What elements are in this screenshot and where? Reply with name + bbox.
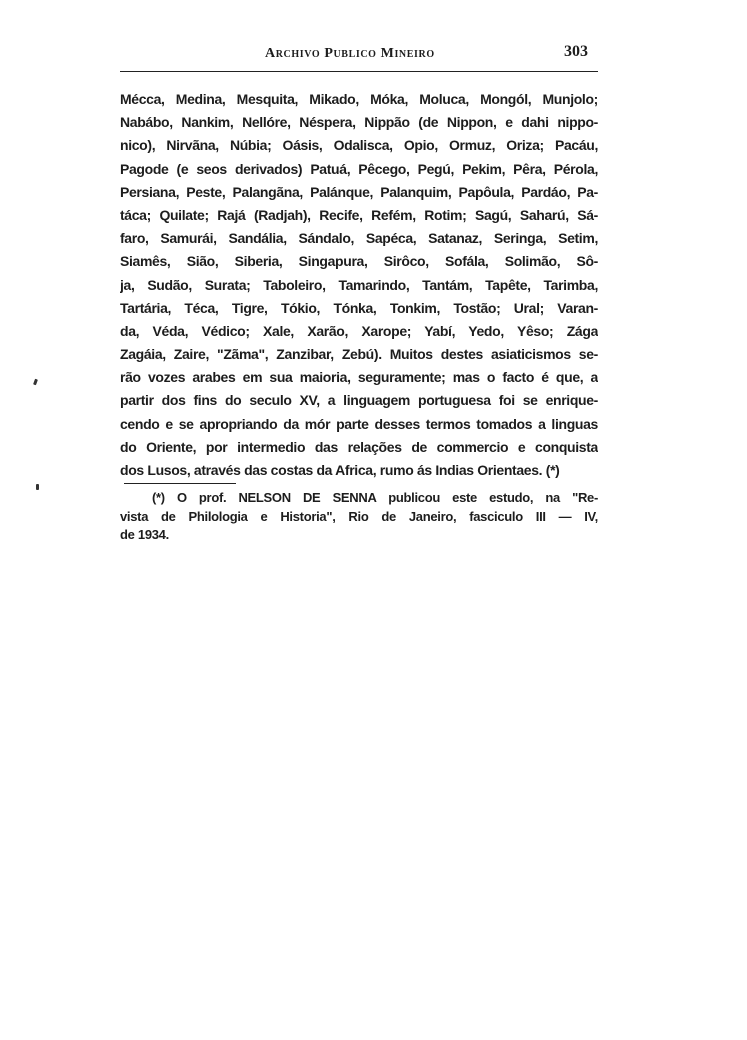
text-line: Mécca, Medina, Mesquita, Mikado, Móka, Moluca, Mongól, Munjolo; <box>120 91 598 107</box>
text-line: Tartária, Téca, Tigre, Tókio, Tónka, Tonkim, Tostão; Ural; Varan- <box>120 299 598 316</box>
footnote-line: vista de Philologia e Historia", Rio de Janeiro, fasciculo III — IV, <box>120 508 598 524</box>
text-line: faro, Samurái, Sandália, Sándalo, Sapéca, Satanaz, Seringa, Setim, <box>120 230 598 247</box>
footnote-rule <box>124 483 236 484</box>
text-line: ja, Sudão, Surata; Taboleiro, Tamarindo, Tantám, Tapête, Tarimba, <box>120 276 598 293</box>
text-line: Pagode (e seos derivados) Patuá, Pêcego, Pegú, Pekim, Pêra, Pérola, <box>120 160 598 177</box>
text-line: nico), Nirvãna, Núbia; Oásis, Odalisca, Opio, Ormuz, Oriza; Pacáu, <box>120 137 598 154</box>
footnote <box>120 489 598 545</box>
text-line: Persiana, Peste, Palangãna, Palánque, Palanquim, Papôula, Pardáo, Pa- <box>120 183 598 200</box>
text-line: táca; Quilate; Rajá (Radjah), Recife, Refém, Rotim; Sagú, Saharú, Sá- <box>120 206 598 223</box>
text-line: Siamês, Sião, Siberia, Singapura, Sirôco, Sofála, Solimão, Sô- <box>120 253 598 270</box>
body-paragraph <box>120 88 598 482</box>
text-line: rão vozes arabes em sua maioria, seguramente; mas o facto é que, a <box>120 369 598 386</box>
running-head <box>120 40 598 64</box>
text-line: partir dos fins do seculo XV, a linguagem portuguesa foi se enrique- <box>120 392 598 409</box>
text-line: Nabábo, Nankim, Nellóre, Néspera, Nippão (de Nippon, e dahi nippo- <box>120 114 598 131</box>
footnote-line: (*) O prof. NELSON DE SENNA publicou este estudo, na "Re- <box>152 490 598 505</box>
text-line: Zagáia, Zaire, "Zãma", Zanzibar, Zebú). Muitos destes asiaticismos se- <box>120 346 598 363</box>
header-rule <box>120 71 598 72</box>
text-line: da, Véda, Védico; Xale, Xarão, Xarope; Yabí, Yedo, Yêso; Zága <box>120 322 598 339</box>
running-title: Archivo Publico Mineiro <box>265 46 435 61</box>
page-number: 303 <box>564 43 588 60</box>
footnote-line: de 1934. <box>120 527 169 542</box>
text-line: cendo e se apropriando da mór parte desses termos tomados a linguas <box>120 415 598 432</box>
margin-mark <box>33 379 38 386</box>
text-line: dos Lusos, através das costas da Africa, rumo ás Indias Orientaes. (*) <box>120 462 560 478</box>
margin-mark <box>36 484 39 490</box>
text-line: do Oriente, por intermedio das relações de commercio e conquista <box>120 438 598 455</box>
